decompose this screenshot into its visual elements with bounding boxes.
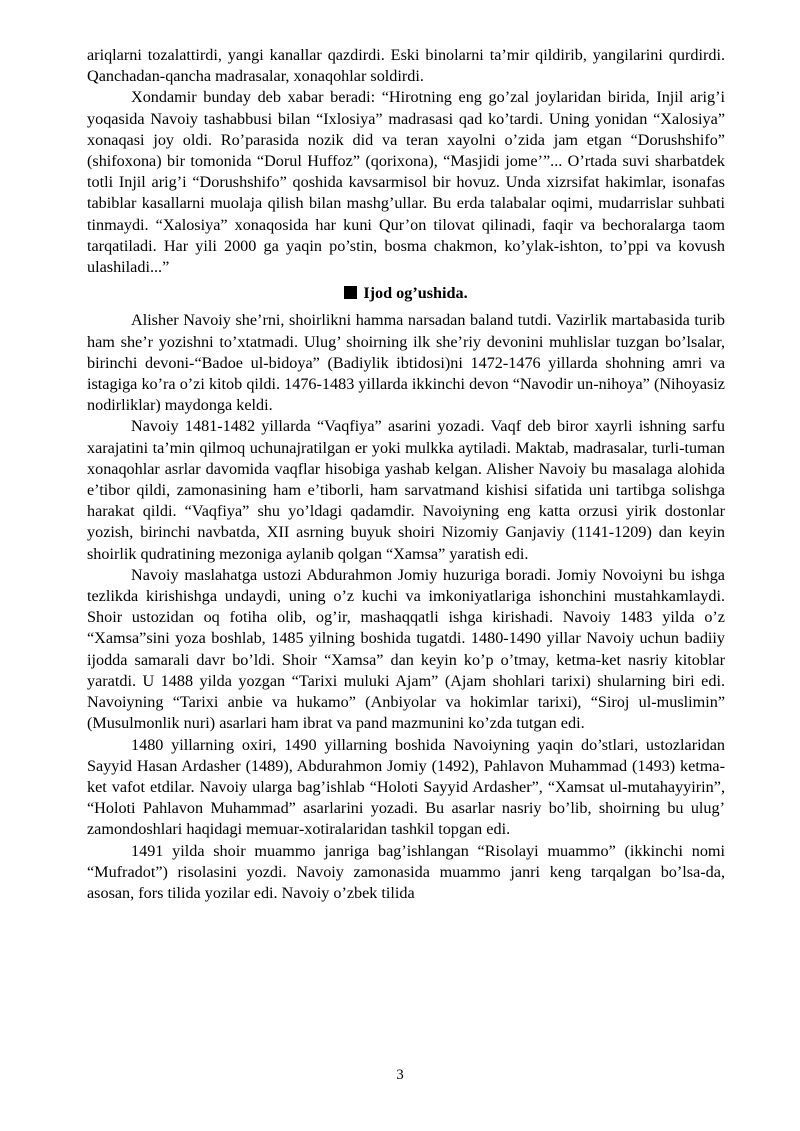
paragraph-vaqfiya: Navoiy 1481-1482 yillarda “Vaqfiya” asarini yozadi. Vaqf deb biror xayrli ishning sarfu xarajatini ta’min qilmoq uchunajratilgan er yoki mulkka aytiladi. Maktab, madrasalar, turli-tuman xonaqohlar asrlar davomida vaqflar hisobiga yashab kelgan. Alisher Navoiy bu masalaga alohida e’tibor qildi, zamonasining ham e’tiborli, ham sarvatmand kishisi sifatida uni tartibga solishga harakat qildi. “Vaqfiya” shu yo’ldagi qadamdir. Navoiyning eng katta orzusi yirik dostonlar yozish, birinchi navbatda, XII asrning buyuk shoiri Nizomiy Ganjaviy (1141-1209) dan keyin shoirlik qudratining mezoniga aylanib qolgan “Xamsa” yaratish edi. (87, 417, 725, 563)
paragraph-risolayi-muammo: 1491 yilda shoir muammo janriga bag’ishlangan “Risolayi muammo” (ikkinchi nomi “Mufradot”) risolasini yozdi. Navoiy zamonasida muammo janri keng tarqalgan bo’lsa-da, asosan, fors tilida yozilar edi. Navoiy o’zbek tilida (87, 841, 725, 902)
section-heading (87, 283, 725, 304)
black-square-bullet-icon (344, 286, 357, 299)
paragraph-continuation: ariqlarni tozalattirdi, yangi kanallar qazdirdi. Eski binolarni ta’mir qildirib, yangilarini qurdirdi. Qanchadan-qancha madrasalar, xonaqohlar soldirdi. (87, 46, 725, 86)
document-page (87, 45, 725, 904)
section-heading-text: Ijod og’ushida. (363, 284, 468, 303)
paragraph-divans: Alisher Navoiy she’rni, shoirlikni hamma narsadan baland tutdi. Vazirlik martabasida turib ham she’r yozishni to’xtatmadi. Ulug’ shoirning ilk she’riy devonini muhlislar tuzgan bo’lsalar, birinchi devoni-“Badoe ul-bidoya” (Badiylik ibtidosi)ni 1472-1476 yillarda shohning amri va istagiga ko’ra o’zi kitob qildi. 1476-1483 yillarda ikkinchi devon “Navodir un-nihoya” (Nihoyasiz nodirliklar) maydonga keldi. (87, 311, 725, 415)
paragraph-xamsa: Navoiy maslahatga ustozi Abdurahmon Jomiy huzuriga boradi. Jomiy Novoiyni bu ishga tezlikda kirishishga undaydi, uning o’z kuchi va imkoniyatlariga ishonchini mustahkamlaydi. Shoir ustozidan oq fotiha olib, og’ir, mashaqqatli ishga kirishadi. Navoiy 1483 yilda o’z “Xamsa”sini yoza boshlab, 1485 yilning boshida tugatdi. 1480-1490 yillar Navoiy uchun badiiy ijodda samarali davr bo’ldi. Shoir “Xamsa” dan keyin ko’p o’tmay, ketma-ket nasriy kitoblar yaratdi. U 1488 yilda yozgan “Tarixi muluki Ajam” (Ajam shohlari tarixi) shularning biri edi. Navoiyning “Tarixi anbie va hukamo” (Anbiyolar va hokimlar tarixi), “Siroj ul-muslimin” (Musulmonlik nuri) asarlari ham ibrat va pand mazmunini ko’zda tutgan edi. (87, 565, 725, 733)
paragraph-friends-memoirs: 1480 yillarning oxiri, 1490 yillarning boshida Navoiyning yaqin do’stlari, ustozlaridan Sayyid Hasan Ardasher (1489), Abdurahmon Jomiy (1492), Pahlavon Muhammad (1493) ketma-ket vafot etdilar. Navoiy ularga bag’ishlab “Holoti Sayyid Ardasher”, “Xamsat ul-mutahayyirin”, “Holoti Pahlavon Muhammad” asarlarini yozadi. Bu asarlar nasriy bo’lib, shoirning bu ulug’ zamondoshlari haqidagi memuar-xotiralaridan tashkil topgan edi. (87, 735, 725, 839)
page-number: 3 (396, 1067, 404, 1083)
paragraph-xondamir-quote: Xondamir bunday deb xabar beradi: “Hirotning eng go’zal joylaridan birida, Injil arig’i yoqasida Navoiy tashabbusi bilan “Ixlosiya” madrasasi qad ko’tardi. Uning yonidan “Xalosiya” xonaqasi joy oldi. Ro’parasida nozik did va teran xayolni o’zida jam etgan “Dorushshifo” (shifoxona) bir tomonida “Dorul Huffoz” (qorixona), “Masjidi jome’”... O’rtada suvi sharbatdek totli Injil arig’i “Dorushshifo” qoshida kavsarmisol bir hovuz. Unda xizrsifat hakimlar, isonafas tabiblar kasallarni muolaja qilish bilan mashg’ullar. Bu erda talabalar oqimi, mudarrislar suhbati tinmaydi. “Xalosiya” xonaqosida har kuni Qur’on tilovat qilinadi, faqir va bechoralarga taom tarqatiladi. Har yili 2000 ga yaqin po’stin, bosma chakmon, ko’ylak-ishton, to’ppi va kovush ulashiladi...” (87, 88, 725, 277)
